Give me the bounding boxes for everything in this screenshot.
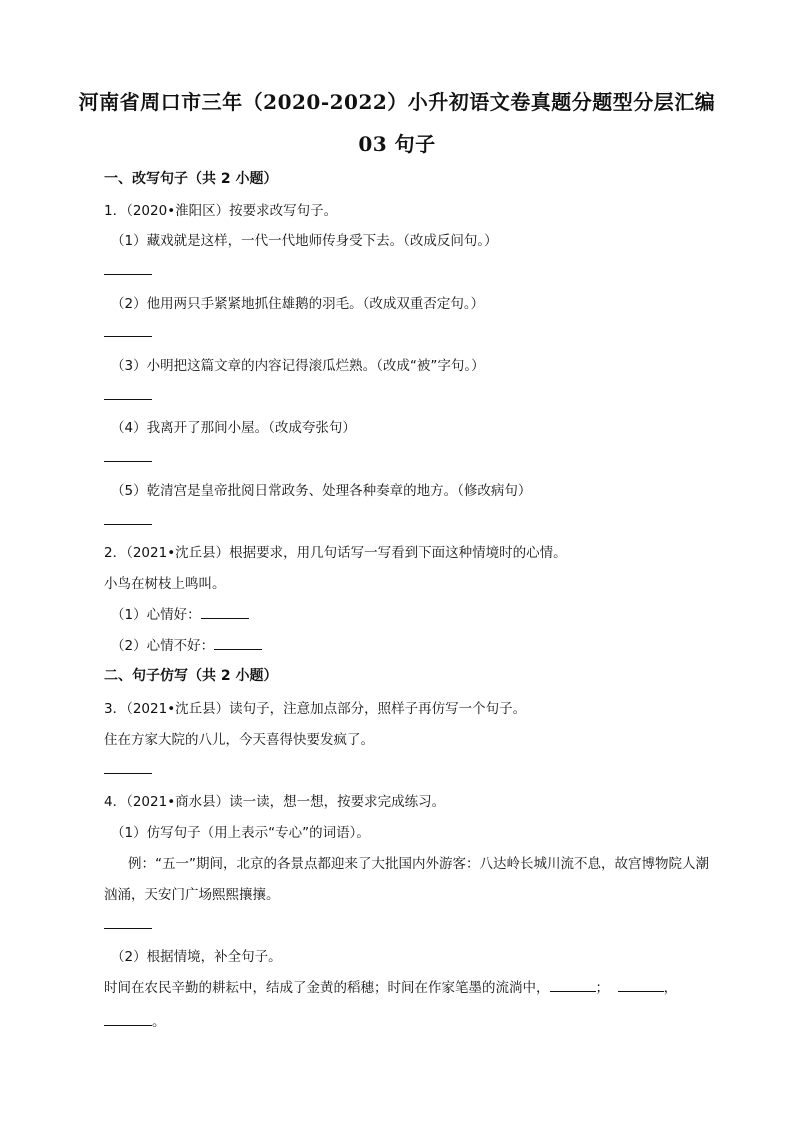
answer-blank-1-1[interactable] [104,274,152,275]
question-3-stem: 3．（2021•沈丘县）读句子，注意加点部分，照样子再仿写一个句子。 [104,701,527,717]
page-title: 河南省周口市三年（2020-2022）小升初语文卷真题分题型分层汇编 [78,90,716,114]
end-period: 。 [152,1014,166,1030]
answer-blank-4-2c[interactable] [104,1013,152,1026]
answer-blank-1-5[interactable] [104,524,152,525]
question-2-good-mood [111,603,249,623]
question-4-complete-end [104,1010,166,1030]
question-4-example-line-2: 汹涌，天安门广场熙熙攘攘。 [104,887,280,903]
good-mood-blank[interactable] [201,606,249,619]
answer-blank-1-4[interactable] [104,461,152,462]
section-heading-imitate: 二、句子仿写（共 2 小题） [104,668,278,684]
question-1-item-4: （4）我离开了那间小屋。（改成夸张句） [111,420,356,436]
question-4-part-1: （1）仿写句子（用上表示“专心”的词语）。 [111,825,370,841]
question-1-item-3: （3）小明把这篇文章的内容记得滚瓜烂熟。（改成“被”字句。） [111,358,485,374]
question-1-stem: 1．（2020•淮阳区）按要求改写句子。 [104,203,338,219]
answer-blank-1-2[interactable] [104,336,152,337]
question-4-complete-line [104,976,677,996]
question-1-item-2: （2）他用两只手紧紧地抓住雄鹅的羽毛。（改成双重否定句。） [111,296,485,312]
question-2-stem: 2．（2021•沈丘县）根据要求，用几句话写一写看到下面这种情境时的心情。 [104,545,567,561]
separator-comma: ， [663,980,678,996]
question-1-item-5: （5）乾清宫是皇帝批阅日常政务、处理各种奏章的地方。（修改病句） [111,483,532,499]
question-4-part-2: （2）根据情境，补全句子。 [111,949,282,965]
question-2-scene: 小鸟在树枝上鸣叫。 [104,576,226,592]
answer-blank-3[interactable] [104,773,152,774]
answer-blank-4-2b[interactable] [618,979,664,992]
separator-semicolon: ； [595,980,609,996]
question-1-item-1: （1）藏戏就是这样，一代一代地师传身受下去。（改成反问句。） [111,233,498,249]
answer-blank-4-1[interactable] [104,928,152,929]
section-heading-rewrite: 一、改写句子（共 2 小题） [104,171,278,187]
page-subtitle: 03 句子 [358,132,436,156]
question-3-sentence: 住在方家大院的八儿，今天喜得快要发疯了。 [104,732,374,748]
answer-blank-1-3[interactable] [104,399,152,400]
question-4-example-line-1: 例：“五一”期间，北京的各景点都迎来了大批国内外游客：八达岭长城川流不息，故宫博物院人潮 [128,856,709,872]
good-mood-label: （1）心情好： [111,607,201,623]
complete-line-text: 时间在农民辛勤的耕耘中，结成了金黄的稻穗；时间在作家笔墨的流淌中， [104,980,550,996]
bad-mood-blank[interactable] [214,637,262,650]
bad-mood-label: （2）心情不好： [111,638,215,654]
question-2-bad-mood [111,634,262,654]
answer-blank-4-2a[interactable] [550,979,596,992]
question-4-stem: 4．（2021•商水县）读一读，想一想，按要求完成练习。 [104,794,446,810]
